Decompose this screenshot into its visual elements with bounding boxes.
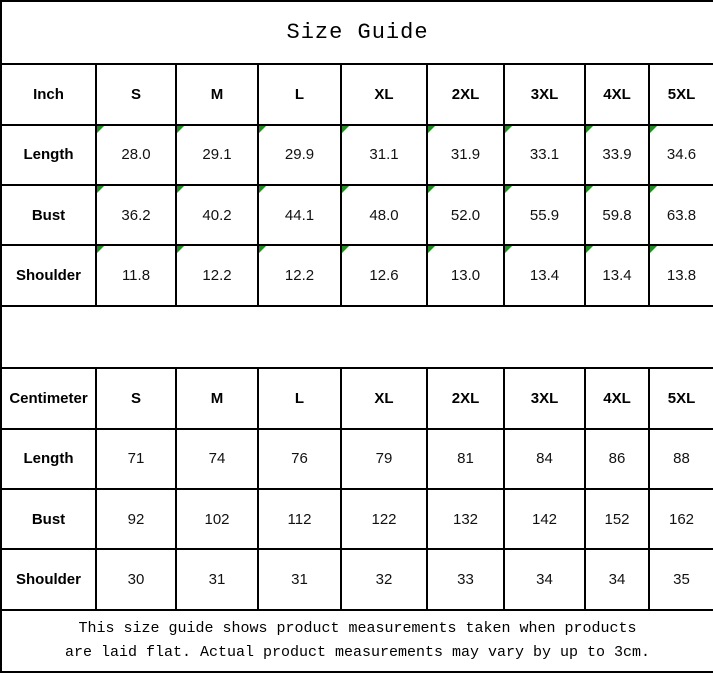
table-row — [1, 185, 713, 245]
cm-length-m: 74 — [176, 429, 258, 489]
inch-bust-2xl: 52.0 — [427, 185, 504, 245]
cell-flag-icon — [428, 186, 435, 193]
row-label-bust: Bust — [1, 185, 96, 245]
table-row — [1, 489, 713, 549]
inch-bust-3xl: 55.9 — [504, 185, 585, 245]
cm-bust-l: 112 — [258, 489, 341, 549]
cm-bust-s: 92 — [96, 489, 176, 549]
size-header-3xl: 3XL — [504, 368, 585, 428]
row-label-length: Length — [1, 429, 96, 489]
cell-flag-icon — [650, 186, 657, 193]
cell-flag-icon — [259, 186, 266, 193]
inch-shoulder-xl: 12.6 — [341, 245, 427, 305]
inch-length-3xl: 33.1 — [504, 125, 585, 185]
cell-flag-icon — [177, 246, 184, 253]
table-row — [1, 125, 713, 185]
inch-shoulder-l: 12.2 — [258, 245, 341, 305]
footer-note — [1, 610, 713, 672]
inch-unit-label: Inch — [1, 64, 96, 124]
size-header-5xl: 5XL — [649, 64, 713, 124]
inch-length-m: 29.1 — [176, 125, 258, 185]
cell-flag-icon — [428, 246, 435, 253]
inch-bust-xl: 48.0 — [341, 185, 427, 245]
cell-flag-icon — [428, 126, 435, 133]
cm-length-2xl: 81 — [427, 429, 504, 489]
cell-flag-icon — [342, 126, 349, 133]
size-header-2xl: 2XL — [427, 64, 504, 124]
cm-bust-2xl: 132 — [427, 489, 504, 549]
cm-shoulder-4xl: 34 — [585, 549, 649, 609]
table-row — [1, 549, 713, 609]
cell-flag-icon — [177, 186, 184, 193]
inch-length-5xl: 34.6 — [649, 125, 713, 185]
size-header-l: L — [258, 368, 341, 428]
size-header-4xl: 4XL — [585, 64, 649, 124]
cell-flag-icon — [342, 186, 349, 193]
title-row — [1, 1, 713, 64]
cm-length-s: 71 — [96, 429, 176, 489]
cm-length-l: 76 — [258, 429, 341, 489]
cell-flag-icon — [505, 246, 512, 253]
cm-bust-m: 102 — [176, 489, 258, 549]
row-label-bust: Bust — [1, 489, 96, 549]
inch-shoulder-s: 11.8 — [96, 245, 176, 305]
table-row — [1, 245, 713, 305]
inch-shoulder-m: 12.2 — [176, 245, 258, 305]
footer-note-line2: are laid flat. Actual product measurements may vary by up to 3cm. — [64, 643, 651, 661]
inch-length-xl: 31.1 — [341, 125, 427, 185]
size-header-m: M — [176, 64, 258, 124]
row-label-length: Length — [1, 125, 96, 185]
size-header-m: M — [176, 368, 258, 428]
inch-bust-m: 40.2 — [176, 185, 258, 245]
cell-flag-icon — [505, 126, 512, 133]
cell-flag-icon — [97, 126, 104, 133]
cell-flag-icon — [586, 186, 593, 193]
inch-bust-5xl: 63.8 — [649, 185, 713, 245]
row-label-shoulder: Shoulder — [1, 549, 96, 609]
cell-flag-icon — [342, 246, 349, 253]
size-header-l: L — [258, 64, 341, 124]
table-row — [1, 429, 713, 489]
cm-unit-label: Centimeter — [1, 368, 96, 428]
cell-flag-icon — [177, 126, 184, 133]
cm-shoulder-3xl: 34 — [504, 549, 585, 609]
inch-shoulder-2xl: 13.0 — [427, 245, 504, 305]
footer-note-line1: This size guide shows product measurements taken when products — [78, 619, 637, 637]
cm-shoulder-2xl: 33 — [427, 549, 504, 609]
inch-shoulder-3xl: 13.4 — [504, 245, 585, 305]
inch-length-2xl: 31.9 — [427, 125, 504, 185]
size-header-s: S — [96, 368, 176, 428]
size-header-s: S — [96, 64, 176, 124]
size-header-5xl: 5XL — [649, 368, 713, 428]
inch-shoulder-4xl: 13.4 — [585, 245, 649, 305]
size-header-3xl: 3XL — [504, 64, 585, 124]
inch-bust-s: 36.2 — [96, 185, 176, 245]
spacer-cell — [1, 306, 713, 368]
cm-bust-3xl: 142 — [504, 489, 585, 549]
inch-shoulder-5xl: 13.8 — [649, 245, 713, 305]
inch-length-l: 29.9 — [258, 125, 341, 185]
cm-shoulder-xl: 32 — [341, 549, 427, 609]
cm-bust-5xl: 162 — [649, 489, 713, 549]
cm-length-5xl: 88 — [649, 429, 713, 489]
inch-bust-4xl: 59.8 — [585, 185, 649, 245]
cell-flag-icon — [586, 246, 593, 253]
row-label-shoulder: Shoulder — [1, 245, 96, 305]
cell-flag-icon — [586, 126, 593, 133]
cm-header-row — [1, 368, 713, 428]
cm-shoulder-l: 31 — [258, 549, 341, 609]
size-header-xl: XL — [341, 64, 427, 124]
spacer-row — [1, 306, 713, 368]
inch-bust-l: 44.1 — [258, 185, 341, 245]
cm-shoulder-5xl: 35 — [649, 549, 713, 609]
footer-row — [1, 610, 713, 672]
cell-flag-icon — [650, 126, 657, 133]
cell-flag-icon — [97, 246, 104, 253]
inch-header-row — [1, 64, 713, 124]
cm-length-xl: 79 — [341, 429, 427, 489]
cell-flag-icon — [259, 126, 266, 133]
cell-flag-icon — [97, 186, 104, 193]
cell-flag-icon — [650, 246, 657, 253]
cm-length-4xl: 86 — [585, 429, 649, 489]
cell-flag-icon — [505, 186, 512, 193]
inch-length-s: 28.0 — [96, 125, 176, 185]
cm-shoulder-m: 31 — [176, 549, 258, 609]
size-header-2xl: 2XL — [427, 368, 504, 428]
cm-bust-4xl: 152 — [585, 489, 649, 549]
size-header-4xl: 4XL — [585, 368, 649, 428]
cell-flag-icon — [259, 246, 266, 253]
cm-length-3xl: 84 — [504, 429, 585, 489]
size-header-xl: XL — [341, 368, 427, 428]
cm-shoulder-s: 30 — [96, 549, 176, 609]
inch-length-4xl: 33.9 — [585, 125, 649, 185]
page-title: Size Guide — [1, 1, 713, 64]
cm-bust-xl: 122 — [341, 489, 427, 549]
